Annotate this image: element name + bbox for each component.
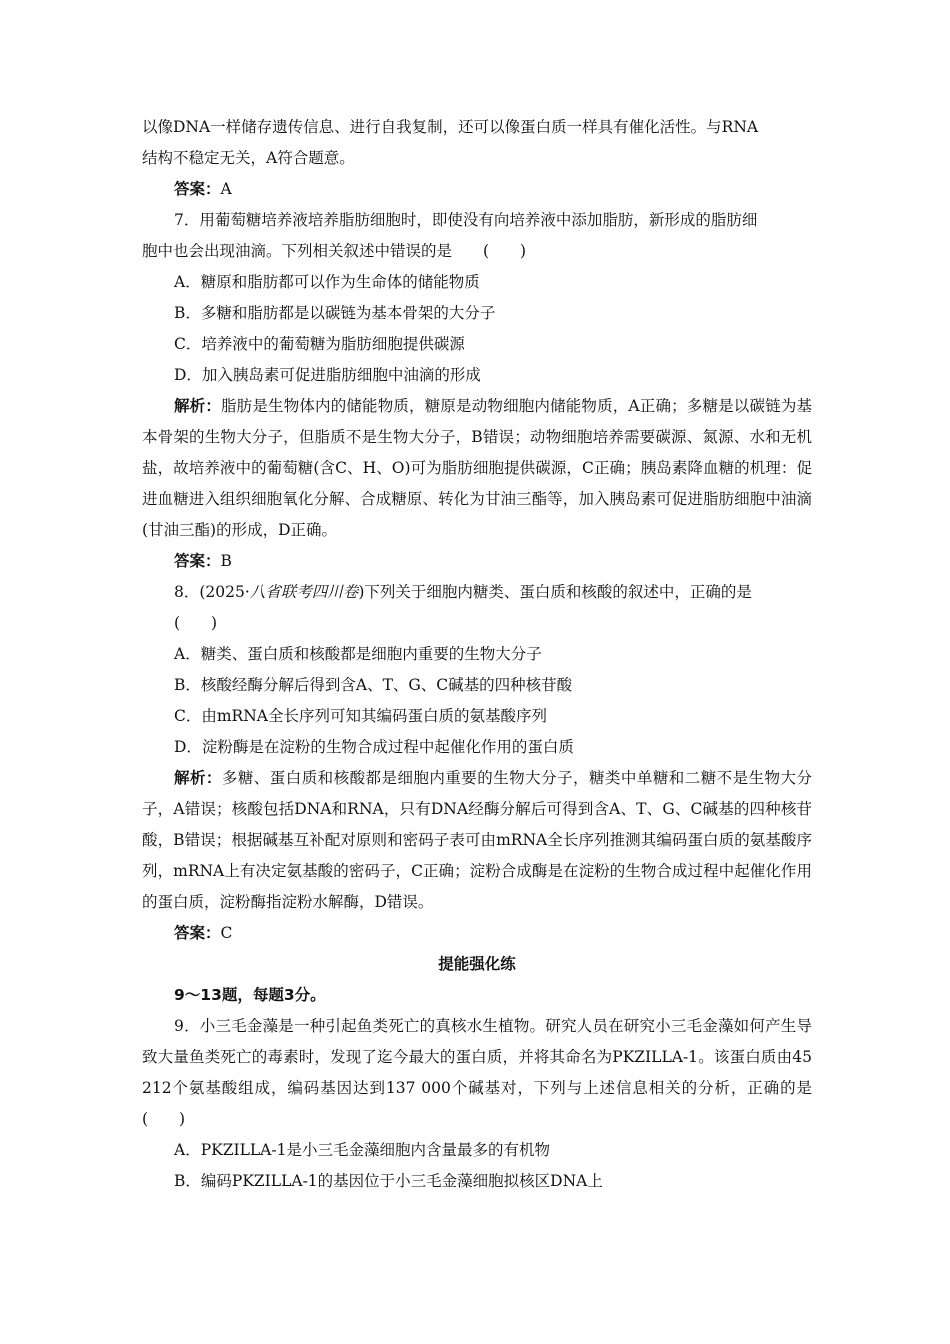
- analysis-label: 解析：: [174, 769, 222, 787]
- q9-option-a: A．PKZILLA-1是小三毛金藻细胞内含量最多的有机物: [174, 1141, 550, 1159]
- q8-stem-line-1: [142, 577, 812, 608]
- answer-6: [142, 174, 812, 205]
- q8-option-d: D．淀粉酶是在淀粉的生物合成过程中起催化作用的蛋白质: [174, 738, 574, 756]
- answer-label: 答案：: [174, 924, 221, 942]
- analysis-text: 脂肪是生物体内的储能物质，糖原是动物细胞内储能物质，A正确；多糖是以碳链为基本骨架的生物大分子，但脂质不是生物大分子，B错误；动物细胞培养需要碳源、氮源、水和无机盐，故培养液中的葡萄糖(含C、H、O)可为脂肪细胞提供碳源，C正确；胰岛素降血糖的机理：促进血糖进入组织细胞氧化分解、合成糖原、转化为甘油三酯等，加入胰岛素可促进脂肪细胞中油滴(甘油三酯)的形成，D正确。: [142, 397, 812, 539]
- q7-analysis: [142, 391, 812, 546]
- q8-option-b: B．核酸经酶分解后得到含A、T、G、C碱基的四种核苷酸: [174, 676, 573, 694]
- analysis-label: 解析：: [174, 397, 222, 415]
- answer-value: B: [220, 552, 232, 570]
- q9-stem: 9．小三毛金藻是一种引起鱼类死亡的真核水生植物。研究人员在研究小三毛金藻如何产生导致大量鱼类死亡的毒素时，发现了迄今最大的蛋白质，并将其命名为PKZILLA-1。该蛋白质由45 212个氨基酸组成，编码基因达到137 000个碱基对，下列与上述信息相关的分析，正确的是 ( ): [142, 1017, 828, 1128]
- continued-analysis-line-1: 以像DNA一样储存遗传信息、进行自我复制，还可以像蛋白质一样具有催化活性。与RNA: [142, 118, 759, 136]
- q9-option-b: B．编码PKZILLA-1的基因位于小三毛金藻细胞拟核区DNA上: [174, 1172, 603, 1190]
- q7-option-a: A．糖原和脂肪都可以作为生命体的储能物质: [174, 273, 480, 291]
- q7-option-c: C．培养液中的葡萄糖为脂肪细胞提供碳源: [174, 335, 465, 353]
- answer-value: A: [220, 180, 232, 198]
- document-page: [142, 112, 828, 1197]
- q7-option-d: D．加入胰岛素可促进脂肪细胞中油滴的形成: [174, 366, 481, 384]
- q8-option-c: C．由mRNA全长序列可知其编码蛋白质的氨基酸序列: [174, 707, 547, 725]
- answer-value: C: [220, 924, 233, 942]
- section-note: 9～13题，每题3分。: [174, 986, 326, 1004]
- analysis-text: 多糖、蛋白质和核酸都是细胞内重要的生物大分子，糖类中单糖和二糖不是生物大分子，A错误；核酸包括DNA和RNA，只有DNA经酶分解后可得到含A、T、G、C碱基的四种核苷酸，B错误；根据碱基互补配对原则和密码子表可由mRNA全长序列推测其编码蛋白质的氨基酸序列，mRNA上有决定氨基酸的密码子，C正确；淀粉合成酶是在淀粉的生物合成过程中起催化作用的蛋白质，淀粉酶指淀粉水解酶，D错误。: [142, 769, 812, 911]
- continued-analysis-line-2: 结构不稳定无关，A符合题意。: [142, 149, 355, 167]
- q8-analysis: [142, 763, 812, 918]
- q8-stem-line-2: ( ): [174, 614, 218, 632]
- q8-option-a: A．糖类、蛋白质和核酸都是细胞内重要的生物大分子: [174, 645, 542, 663]
- q7-stem-line-2: 胞中也会出现油滴。下列相关叙述中错误的是 ( ): [142, 242, 527, 260]
- section-title: 提能强化练: [438, 955, 516, 973]
- answer-label: 答案：: [174, 180, 221, 198]
- answer-label: 答案：: [174, 552, 221, 570]
- q7-option-b: B．多糖和脂肪都是以碳链为基本骨架的大分子: [174, 304, 496, 322]
- q7-stem-line-1: 7．用葡萄糖培养液培养脂肪细胞时，即使没有向培养液中添加脂肪，新形成的脂肪细: [174, 211, 758, 229]
- q8-stem: )下列关于细胞内糖类、蛋白质和核酸的叙述中，正确的是: [358, 583, 752, 601]
- q8-source: 八省联考四川卷: [249, 583, 359, 601]
- answer-7: [142, 546, 812, 577]
- answer-8: [142, 918, 812, 949]
- q8-number: 8．(2025·: [174, 583, 250, 601]
